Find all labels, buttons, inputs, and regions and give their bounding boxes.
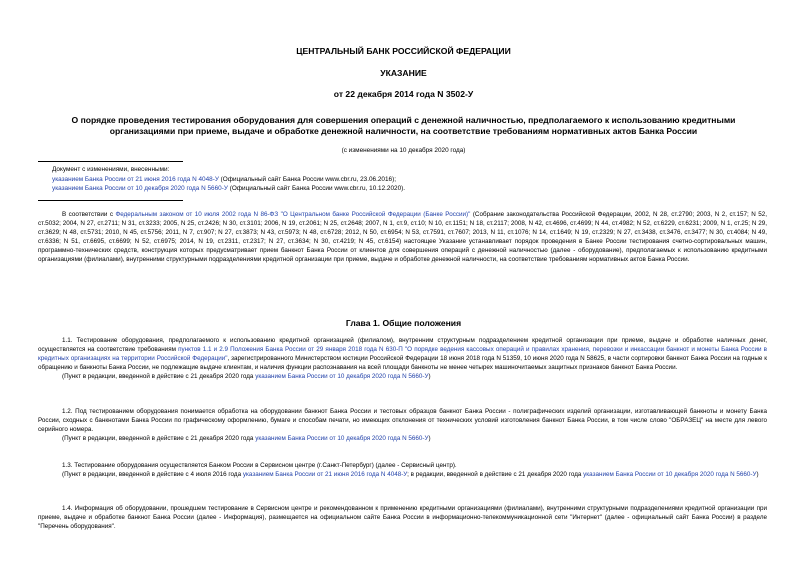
change-link-2[interactable]: указанием Банка России от 10 декабря 2020 года N 5660-У: [52, 185, 228, 193]
note-text: (Пункт в редакции, введенной в действие с 4 июля 2016 года: [62, 470, 243, 478]
clause-1-2-note: [38, 435, 767, 444]
note-text: (Пункт в редакции, введенной в действие с 21 декабря 2020 года: [62, 372, 256, 380]
clause-text: , зарегистрированного Министерством юстиции Российской Федерации 18 июня 2018 года N 51359, 10 июня 2020 года N 58625, в части сортировки банкнот Банка России на годные к обращению и банкноты Банка России, не подлежащие выдаче клиентам, и наличия функции распознавания на всей площади банкноты не менее четырех машиночитаемых защитных признаков банкнот Банка России.: [38, 354, 767, 371]
clause-1-1: [38, 337, 767, 382]
regulation-630p-link[interactable]: пунктов 1.1 и 2.9 Положения Банка России от 29 января 2018 года N 630-П "О порядке ведения кассовых операций и правилах хранения, перевозки и инкассации банкнот и монеты Банка России в кредитных организациях на территории Российской Федерации": [38, 345, 767, 362]
clause-1-1-text: [38, 337, 767, 373]
change-item-1: [52, 175, 752, 185]
clause-1-3: [38, 462, 767, 480]
doc-type: УКАЗАНИЕ: [380, 68, 427, 78]
clause-1-2-text: 1.2. Под тестированием оборудования понимается обработка на оборудовании банкнот Банка России и тестовых образцов банкнот Банка России - полиграфических изделий организации, изготавливающей банкноты и монету Банка России, сходных с банкнотами Банка России по графическому оформлению, бумаге и способам печати, но имеющих отклонения от технических условий изготовления банкнот Банка России, в том числе слово "ОБРАЗЕЦ" на месте для левого серийного номера.: [38, 408, 767, 433]
doc-title-line2: организациями при приеме, выдаче и обработке денежной наличности, на соответствие требованиям нормативных актов Банка России: [109, 126, 698, 136]
clause-1-2: [38, 408, 767, 444]
clause-1-3-text: 1.3. Тестирование оборудования осуществляется Банком России в Сервисном центре (г.Санкт-Петербург) (далее - Сервисный центр).: [62, 462, 457, 469]
change-text-2: (Официальный сайт Банка России www.cbr.ru, 10.12.2020).: [227, 185, 406, 193]
chapter-heading: Глава 1. Общие положения: [345, 318, 462, 328]
note-text: ): [428, 434, 431, 442]
doc-title-line1: О порядке проведения тестирования оборудования для совершения операций с денежной наличностью, предполагаемого к использованию кредитными: [71, 115, 736, 125]
change-text-1: (Официальный сайт Банка России www.cbr.ru, 23.06.2016);: [218, 175, 396, 183]
clause-1-4: 1.4. Информация об оборудовании, прошедшем тестирование в Сервисном центре и рекомендованном к применению кредитными организациями (филиалами), внутренними структурными подразделениями кредитной организации при приеме, выдаче и обработке банкнот Банка России (далее - Информация), размещается на официальном сайте Банка России в информационно-телекоммуникационной сети "Интернет" (далее - официальный сайт Банка России) в разделе "Перечень оборудования".: [38, 505, 767, 530]
note-text: ): [756, 470, 759, 478]
divider: [38, 200, 183, 201]
change-link-1[interactable]: указанием Банка России от 21 июня 2016 года N 4048-У: [52, 175, 219, 183]
clause-1-1-note: [38, 373, 767, 382]
preamble-text: В соответствии с: [62, 211, 116, 218]
note-link-5660[interactable]: указанием Банка России от 10 декабря 2020 года N 5660-У: [255, 434, 429, 442]
note-text: (Пункт в редакции, введенной в действие с 21 декабря 2020 года: [62, 434, 256, 442]
clause-1-3-note: [38, 471, 767, 480]
change-item-2: [52, 184, 752, 194]
amended-note: (с изменениями на 10 декабря 2020 года): [341, 147, 466, 154]
clause-text: 1.1. Тестирование оборудования, предполагаемого к использованию кредитной организацией (филиалом), внутренним структурным подразделением кредитной организации при приеме, выдаче и обработке наличных денег, осуществляется на соответствие требованиям: [38, 337, 767, 353]
note-link-5660[interactable]: указанием Банка России от 10 декабря 2020 года N 5660-У: [255, 372, 429, 380]
note-link-5660[interactable]: указанием Банка России от 10 декабря 2020 года N 5660-У: [583, 470, 757, 478]
preamble-paragraph: [38, 211, 767, 264]
divider: [38, 161, 183, 162]
doc-date-number: от 22 декабря 2014 года N 3502-У: [333, 89, 474, 99]
bank-name: ЦЕНТРАЛЬНЫЙ БАНК РОССИЙСКОЙ ФЕДЕРАЦИИ: [296, 46, 511, 56]
note-text: ): [428, 372, 431, 380]
note-text: ; в редакции, введенной в действие с 21 декабря 2020 года: [407, 470, 584, 478]
note-link-4048[interactable]: указанием Банка России от 21 июня 2016 года N 4048-У: [242, 470, 408, 478]
preamble-text: (Собрание законодательства Российской Федерации, 2002, N 28, ст.2790; 2003, N 2, ст.157; N 52, ст.5032; 2004, N 27, ст.2711; N 31, ст.3233; 2005, N 25, ст.2426; N 30, ст.3101; 2006, N 19, ст.2061; N 25, ст.2648; 2007, N 1, ст.9, ст.10; N 10, ст.1151; N 18, ст.2117; 2008, N 42, ст.4696, ст.4699; N 44, ст.4982; N 52, ст.6229, ст.6231; 2009, N 1, ст.25; N 29, ст.3629; N 48, ст.5731; 2010, N 45, ст.5756; 2011, N 7, ст.907; N 27, ст.3873; N 43, ст.5973; N 48, ст.6728; 2012, N 50, ст.6954; N 53, ст.7591, ст.7607; 2013, N 11, ст.1076; N 14, ст.1649; N 19, ст.2329; N 27, ст.3438, ст.3476, ст.3477; N 30, ст.4084; N 49, ст.6336; N 51, ст.6695, ст.6699; N 52, ст.6975; 2014, N 19, ст.2311, ст.2317; N 27, ст.3634; N 30, ст.4219; N 45, ст.6154) настоящее Указание устанавливает порядок проведения в Банке России тестирования счетно-сортировальных машин, программно-технических средств, конструкция которых предусматривает прием банкнот Банка России от клиентов для совершения операций с денежной наличностью (далее - оборудование), предполагаемых к использованию кредитными организациями (филиалами), внутренними структурными подразделениями кредитной организации при приеме, выдаче и обработке денежной наличности, на соответствие требованиям нормативных актов Банка России.: [38, 211, 768, 263]
changes-block: [52, 165, 752, 194]
federal-law-link[interactable]: Федеральным законом от 10 июля 2002 года N 86-ФЗ "О Центральном банке Российской Федерации (Банке России)": [115, 211, 471, 218]
changes-label: Документ с изменениями, внесенными:: [52, 166, 170, 173]
